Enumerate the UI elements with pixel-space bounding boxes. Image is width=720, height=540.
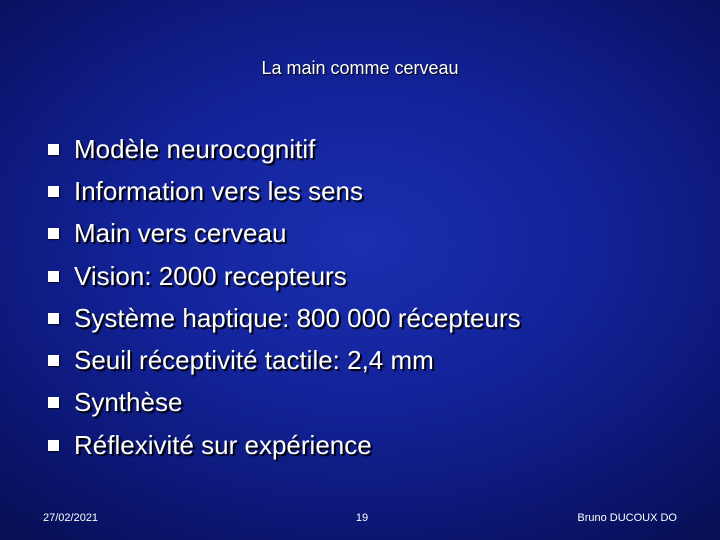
square-bullet-icon [48, 271, 59, 282]
square-bullet-icon [48, 228, 59, 239]
bullet-text: Système haptique: 800 000 récepteurs [74, 302, 521, 333]
bullet-text: Vision: 2000 recepteurs [74, 260, 347, 291]
footer-author: Bruno DUCOUX DO [577, 512, 677, 524]
bullet-text: Synthèse [74, 387, 183, 418]
slide-title: La main comme cerveau [261, 58, 459, 78]
square-bullet-icon [48, 313, 59, 324]
bullet-text: Modèle neurocognitif [74, 133, 316, 164]
bullet-item [48, 213, 521, 255]
bullet-text: Réflexivité sur expérience [74, 429, 372, 460]
square-bullet-icon [48, 397, 59, 408]
bullet-text: Seuil réceptivité tactile: 2,4 mm [74, 345, 434, 376]
bullet-text: Information vers les sens [74, 175, 364, 206]
square-bullet-icon [48, 355, 59, 366]
bullet-item [48, 382, 521, 424]
bullet-text: Main vers cerveau [74, 218, 287, 249]
bullet-item [48, 255, 521, 297]
square-bullet-icon [48, 144, 59, 155]
bullet-item [48, 339, 521, 381]
square-bullet-icon [48, 440, 59, 451]
footer-page-number: 19 [355, 512, 369, 524]
footer-date: 27/02/2021 [43, 512, 99, 524]
bullet-item [48, 297, 521, 339]
bullet-item [48, 424, 521, 466]
bullet-item [48, 170, 521, 212]
bullet-item [48, 128, 521, 170]
bullet-list [48, 128, 521, 466]
square-bullet-icon [48, 186, 59, 197]
